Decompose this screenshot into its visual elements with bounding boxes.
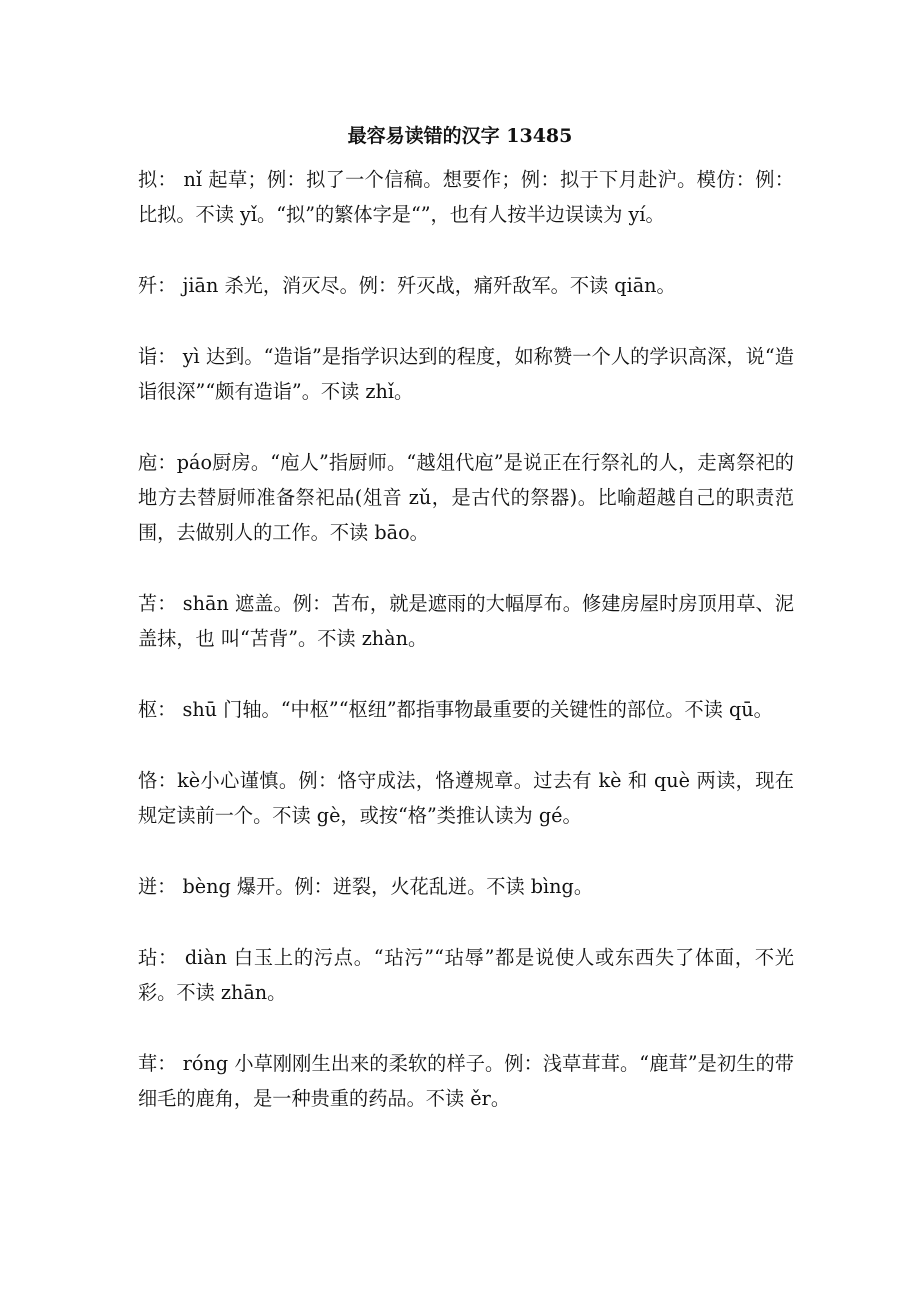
entry-pao: 庖：páo厨房。“庖人”指厨师。“越俎代庖”是说正在行祭礼的人，走离祭祀的地方去替厨师准备祭祀品(俎音 zǔ，是古代的祭器)。比喻超越自己的职责范围，去做别人的工作。不读 bāo。 xyxy=(138,451,794,544)
entry-shu: 枢： shū 门轴。“中枢”“枢纽”都指事物最重要的关键性的部位。不读 qū。 xyxy=(138,698,773,721)
entry-rong: 茸： róng 小草刚刚生出来的柔软的样子。例：浅草茸茸。“鹿茸”是初生的带细毛的鹿角，是一种贵重的药品。不读 ěr。 xyxy=(138,1052,794,1110)
entry-ke: 恪：kè小心谨慎。例：恪守成法，恪遵规章。过去有 kè 和 què 两读，现在规定读前一个。不读 gè，或按“格”类推认读为 gé。 xyxy=(138,769,794,827)
entry-shan: 苫： shān 遮盖。例：苫布，就是遮雨的大幅厚布。修建房屋时房顶用草、泥盖抹，也 叫“苫背”。不读 zhàn。 xyxy=(138,592,794,650)
entry-list xyxy=(138,162,794,1152)
entry-jian: 歼： jiān 杀光，消灭尽。例：歼灭战，痛歼敌军。不读 qiān。 xyxy=(138,274,676,297)
entry-dian: 玷： diàn 白玉上的污点。“玷污”“玷辱”都是说使人或东西失了体面，不光彩。不读 zhān。 xyxy=(138,946,794,1004)
entry-ni: 拟： nǐ 起草；例：拟了一个信稿。想要作；例：拟于下月赴沪。模仿：例：比拟。不读 yǐ。“拟”的繁体字是“”，也有人按半边误读为 yí。 xyxy=(138,168,794,226)
entry-yi: 诣： yì 达到。“造诣”是指学识达到的程度，如称赞一个人的学识高深，说“造诣很深”“颇有造诣”。不读 zhǐ。 xyxy=(138,345,794,403)
document-title: 最容易读错的汉字 13485 xyxy=(347,125,573,147)
entry-beng: 迸： bèng 爆开。例：迸裂，火花乱迸。不读 bìng。 xyxy=(138,875,594,898)
